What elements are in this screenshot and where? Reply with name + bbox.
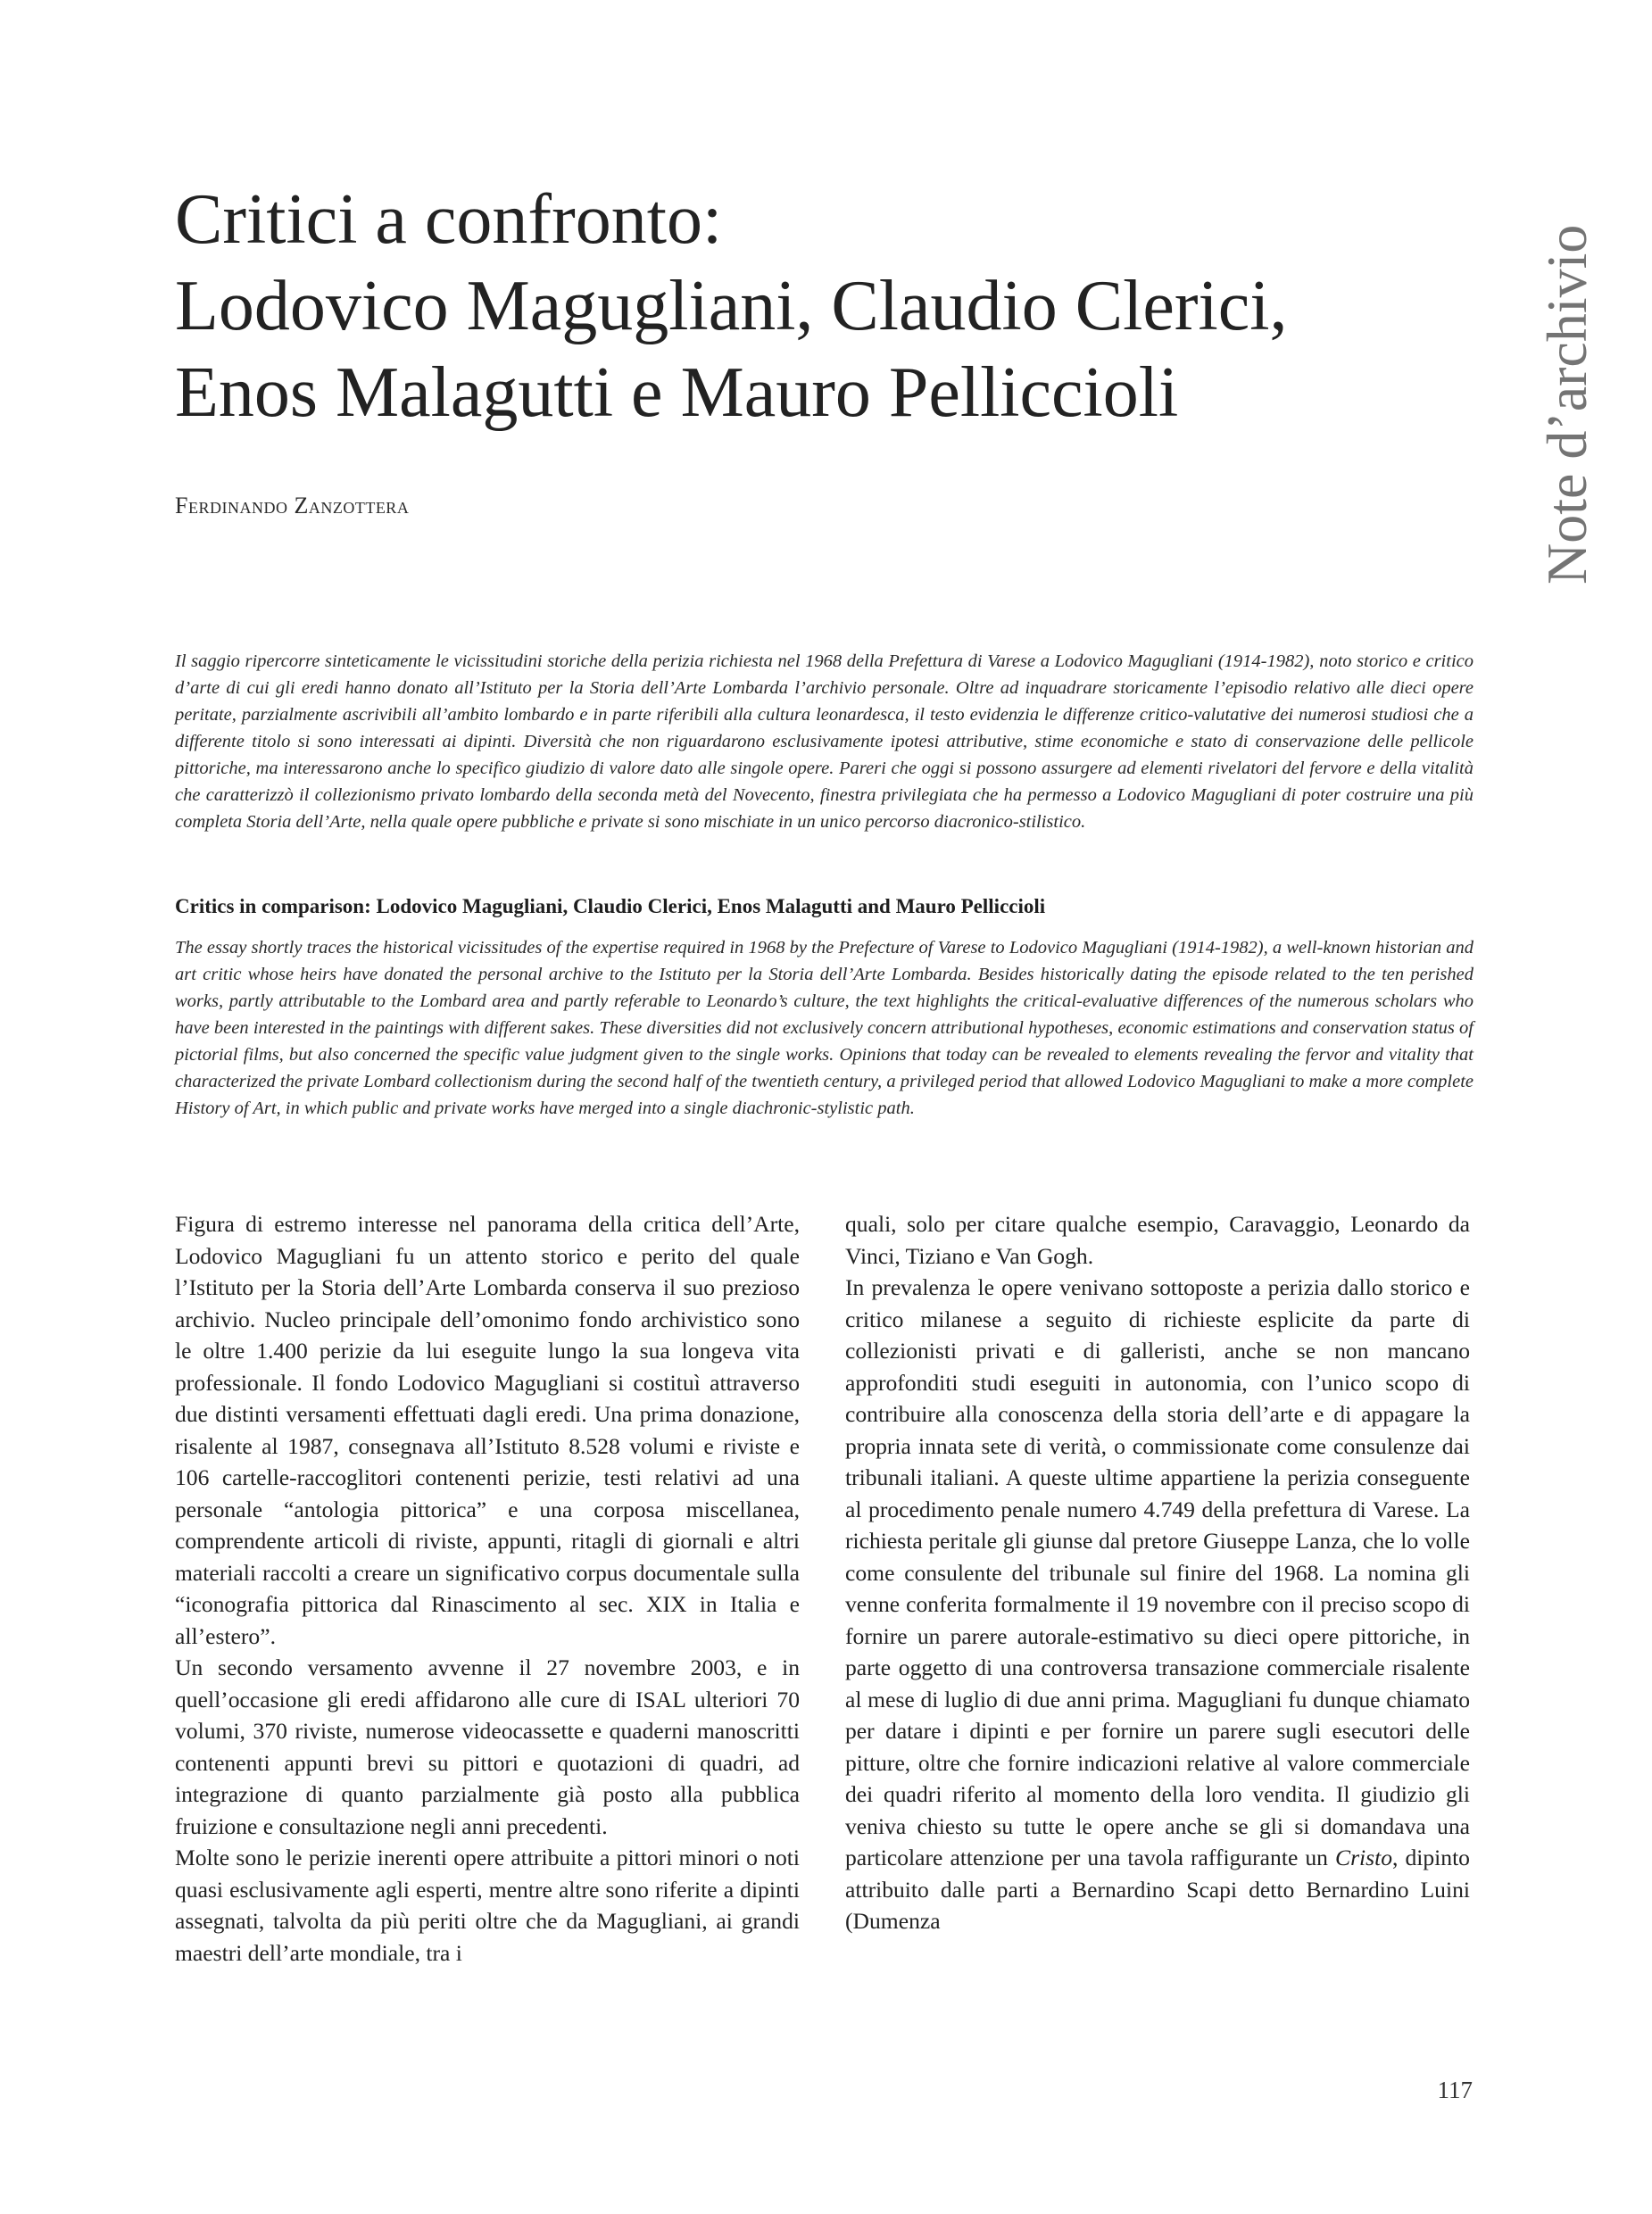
body-text: In prevalenza le opere venivano sottoposte a perizia dallo storico e critico milanese a seguito di richieste esplicite da parte di collezionisti privati e di galleristi, anche se non mancano approfonditi studi eseguiti in autonomia, con l’unico scopo di contribuire alla conoscenza della storia dell’arte e di appagare la propria innata sete di verità, o commissionate come consulenze dai tribunali italiani. A queste ultime appartiene la perizia conseguente al procedimento penale numero 4.749 della prefettura di Varese. La richiesta peritale gli giunse dal pretore Giuseppe Lanza, che lo volle come consulente del tribunale sul finire del 1968. La nomina gli venne conferita formalmente il 19 novembre con il preciso scopo di fornire un parere autorale-estimativo su dieci opere pittoriche, in parte oggetto di una controversa transazione commerciale risalente al mese di luglio di due anni prima. Magugliani fu dunque chiamato per datare i dipinti e per fornire un parere sugli esecutori delle pitture, oltre che fornire indicazioni relative al valore commerciale dei quadri riferito al momento della loro vendita. Il giudizio gli veniva chiesto su tutte le opere anche se gli si domandava una particolare attenzione per una tavola raffigurante un	[845, 1274, 1470, 1870]
body-column-right	[845, 1208, 1470, 1937]
section-label: Note d’archivio	[1535, 224, 1598, 585]
title-line-1: Critici a confronto:	[175, 180, 723, 259]
body-paragraph: Un secondo versamento avvenne il 27 novembre 2003, e in quell’occasione gli eredi affidarono alle cure di ISAL ulteriori 70 volumi, 370 riviste, numerose videocassette e quaderni manoscritti contenenti appunti brevi su pittori e quotazioni di quadri, ad integrazione di quanto parzialmente già posto alla pubblica fruizione e consultazione negli anni precedenti.	[175, 1654, 800, 1839]
abstract-english-title: Critics in comparison: Lodovico Magugliani, Claudio Clerici, Enos Malagutti and Mauro Pelliccioli	[175, 895, 1046, 917]
title-line-2: Lodovico Magugliani, Claudio Clerici,	[175, 267, 1288, 345]
body-paragraph: Molte sono le perizie inerenti opere attribuite a pittori minori o noti quasi esclusivamente agli esperti, mentre altre sono riferite a dipinti assegnati, talvolta da più periti oltre che da Magugliani, ai grandi maestri dell’arte mondiale, tra i	[175, 1845, 800, 1966]
article-title	[175, 177, 1424, 436]
abstract-italian: Il saggio ripercorre sinteticamente le vicissitudini storiche della perizia richiesta nel 1968 della Prefettura di Varese a Lodovico Magugliani (1914-1982), noto storico e critico d’arte di cui gli eredi hanno donato all’Istituto per la Storia dell’Arte Lombarda l’archivio personale. Oltre ad inquadrare storicamente l’episodio relativo alle dieci opere peritate, parzialmente ascrivibili all’ambito lombardo e in parte riferibili alla cultura leonardesca, il testo evidenzia le differenze critico-valutative dei numerosi studiosi che a differente titolo si sono interessati ai dipinti. Diversità che non riguardarono esclusivamente ipotesi attributive, stime economiche e stato di conservazione delle pellicole pittoriche, ma interessarono anche lo specifico giudizio di valore dato alle singole opere. Pareri che oggi si possono assurgere ad elementi rivelatori del fervore e della vitalità che caratterizzò il collezionismo privato lombardo della seconda metà del Novecento, finestra privilegiata che ha permesso a Lodovico Magugliani di poter costruire una più completa Storia dell’Arte, nella quale opere pubbliche e private si sono mischiate in un unico percorso diacronico-stilistico.	[175, 651, 1474, 832]
body-paragraph	[845, 1272, 1470, 1937]
italic-title: Cristo	[1335, 1845, 1393, 1870]
body-paragraph: quali, solo per citare qualche esempio, Caravaggio, Leonardo da Vinci, Tiziano e Van Gogh.	[845, 1211, 1470, 1269]
body-text: , dipinto attribuito dalle parti a Bernardino Scapi detto Bernardino Luini (Dumenza	[845, 1845, 1470, 1934]
abstract-english: The essay shortly traces the historical vicissitudes of the expertise required in 1968 by the Prefecture of Varese to Lodovico Magugliani (1914-1982), a well-known historian and art critic whose heirs have donated the personal archive to the Istituto per la Storia dell’Arte Lombarda. Besides historically dating the episode related to the ten perished works, partly attributable to the Lombard area and partly referable to Leonardo’s culture, the text highlights the critical-evaluative differences of the numerous scholars who have been interested in the paintings with different sakes. These diversities did not exclusively concern attributional hypotheses, economic estimations and conservation status of pictorial films, but also concerned the specific value judgment given to the single works. Opinions that today can be revealed to elements revealing the fervor and vitality that characterized the private Lombard collectionism during the second half of the twentieth century, a privileged period that allowed Lodovico Magugliani to make a more complete History of Art, in which public and private works have merged into a single diachronic-stylistic path.	[175, 938, 1474, 1118]
page-number: 117	[1437, 2077, 1473, 2103]
author-name: Ferdinando Zanzottera	[175, 493, 410, 518]
title-line-3: Enos Malagutti e Mauro Pelliccioli	[175, 353, 1179, 432]
body-column-left	[175, 1208, 800, 1969]
body-paragraph: Figura di estremo interesse nel panorama della critica dell’Arte, Lodovico Magugliani fu un attento storico e perito del quale l’Istituto per la Storia dell’Arte Lombarda conserva il suo prezioso archivio. Nucleo principale dell’omonimo fondo archivistico sono le oltre 1.400 perizie da lui eseguite lungo la sua longeva vita professionale. Il fondo Lodovico Magugliani si costituì attraverso due distinti versamenti effettuati dagli eredi. Una prima donazione, risalente al 1987, consegnava all’Istituto 8.528 volumi e riviste e 106 cartelle-raccoglitori contenenti perizie, testi relativi ad una personale “antologia pittorica” e una corposa miscellanea, comprendente articoli di riviste, appunti, ritagli di giornali e altri materiali raccolti a creare un significativo corpus documentale sulla “iconografia pittorica dal Rinascimento al sec. XIX in Italia e all’estero”.	[175, 1211, 800, 1649]
